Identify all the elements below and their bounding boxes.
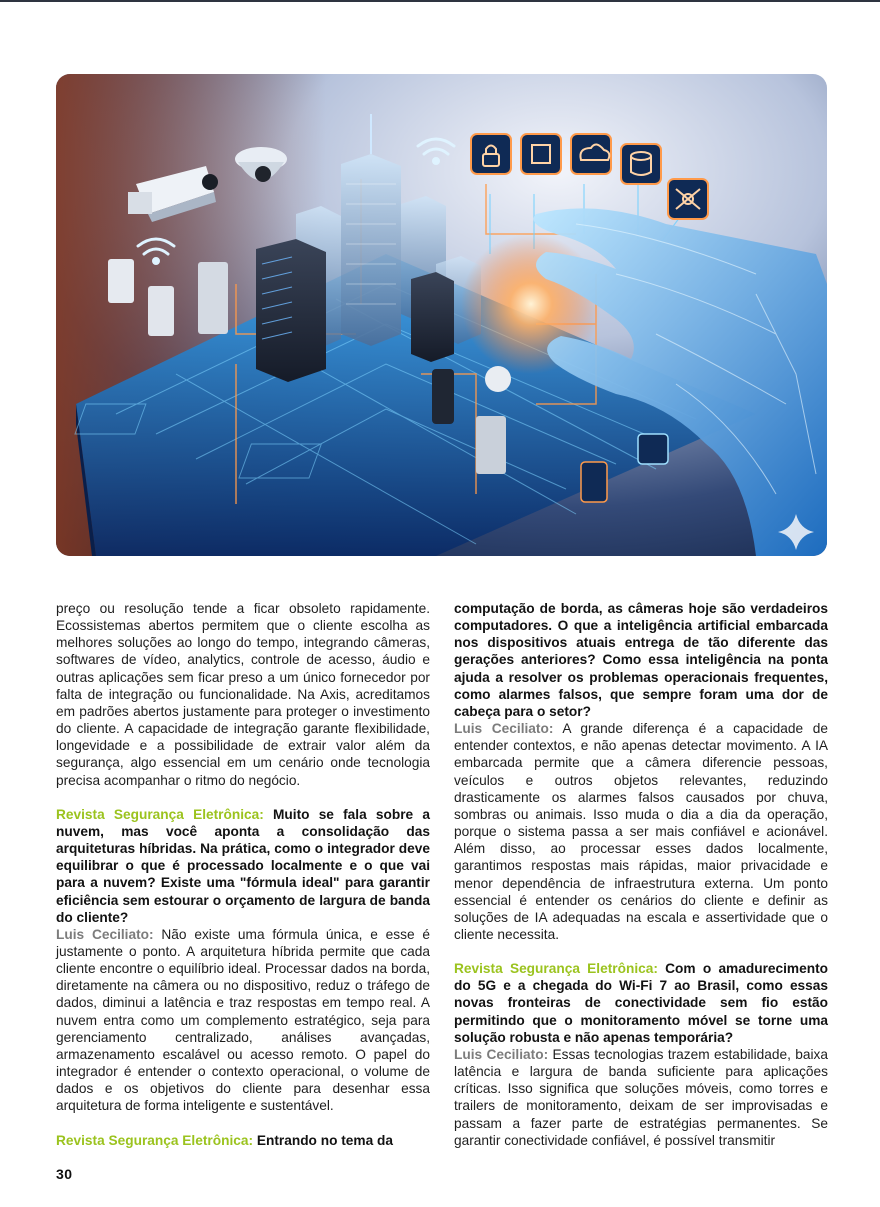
hero-illustration <box>56 74 827 556</box>
page-number: 30 <box>56 1166 73 1182</box>
paragraph-open-ecosystems: preço ou resolução tende a ficar obsoleto rapidamente. Ecossistemas abertos permitem que o cliente escolha as melhores soluções ao longo do tempo, integrando câmeras, softwares de vídeo, analytics, controle de acesso, áudio e outras aplicações sem ficar preso a um único fornecedor por falta de integração ou funcionalidade. Na Axis, acreditamos em padrões abertos justamente para proteger o investimento do cliente. A capacidade de integração garante flexibilidade, longevidade e a possibilidade de extrair valor além da segurança, algo essencial em um cenário onde tecnologia precisa acompanhar o ritmo do negócio. <box>56 601 430 788</box>
magazine-label: Revista Segurança Eletrônica: <box>454 961 658 977</box>
question-edge-computing-continued: computação de borda, as câmeras hoje são verdadeiros computadores. O que a inteligência artificial embarcada nos dispositivos atuais entrega de tão diferente das gerações anteriores? Como essa inteligência na ponta ajuda a resolver os problemas operacionais frequentes, como alarmes falsos, que sempre foram uma dor de cabeça para o setor? <box>454 601 828 719</box>
cloud-icon <box>571 134 611 174</box>
speaker-label: Luis Ceciliato: <box>454 1046 549 1062</box>
answer-5g-wifi7 <box>454 1046 828 1149</box>
answer-hybrid-cloud <box>56 926 430 1115</box>
question-text: Entrando no tema da <box>256 1132 393 1148</box>
question-hybrid-cloud <box>56 806 430 926</box>
magazine-label: Revista Segurança Eletrônica: <box>56 1132 254 1148</box>
left-column <box>56 600 430 1149</box>
top-rule <box>0 0 880 2</box>
question-edge-computing-start <box>56 1132 430 1149</box>
right-column <box>454 600 828 1149</box>
question-text: Muito se fala sobre a nuvem, mas você aponta a consolidação das arquiteturas híbridas. Na prática, como o integrador deve equilibrar o que é processado localmente e o que vai para a nuvem? Existe uma "fórmula ideal" para garantir eficiência sem estourar o orçamento de largura de banda do cliente? <box>56 806 430 925</box>
speaker-label: Luis Ceciliato: <box>56 926 154 942</box>
answer-text: Essas tecnologias trazem estabilidade, baixa latência e largura de banda suficiente para aplicações críticas. Isso significa que soluções móveis, como torres e trailers de monitoramento, deixam de ser improvisadas e passam a fazer parte de estratégias permanentes. Se garantir conectividade confiável, é possível transmitir <box>454 1046 828 1148</box>
question-5g-wifi7 <box>454 960 828 1046</box>
speaker-label: Luis Ceciliato: <box>454 721 554 737</box>
answer-text: A grande diferença é a capacidade de entender contextos, e não apenas detectar movimento. A IA embarcada permite que a câmera diferencie pessoas, veículos e outros objetos relevantes, reduzindo drasticamente os alarmes falsos causados por chuva, sombras ou animais. Isso muda o dia a dia da operação, porque o sistema passa a ser mais confiável e acionável. Além disso, ao processar esses dados localmente, garantimos respostas mais rápidas, maior privacidade e menor dependência de infraestrutura externa. Um ponto essencial é entender os cenários do cliente e definir as soluções de IA adequadas na escala e assertividade que o cliente necessita. <box>454 721 828 942</box>
database-icon <box>621 144 661 184</box>
answer-text: Não existe uma fórmula única, e esse é justamente o ponto. A arquitetura híbrida permite que cada cliente encontre o equilíbrio ideal. Processar dados na borda, diretamente na câmera ou no dispositivo, reduz o tráfego de dados, diminui a latência e traz respostas em tempo real. A nuvem entra como um complemento estratégico, seja para gerenciamento centralizado, análises avançadas, armazenamento escalável ou acesso remoto. O papel do integrador é entender o contexto operacional, o volume de dados e os objetivos do cliente para desenhar essa arquitetura de forma inteligente e sustentável. <box>56 926 430 1114</box>
question-text: Com o amadurecimento do 5G e a chegada do Wi-Fi 7 ao Brasil, como essas novas fronteiras de conectividade sem fio estão permitindo que o monitoramento móvel se torne uma solução robusta e não apenas temporária? <box>454 961 828 1045</box>
answer-edge-ai <box>454 720 828 943</box>
magazine-label: Revista Segurança Eletrônica: <box>56 806 264 822</box>
chip-icon <box>521 134 561 174</box>
